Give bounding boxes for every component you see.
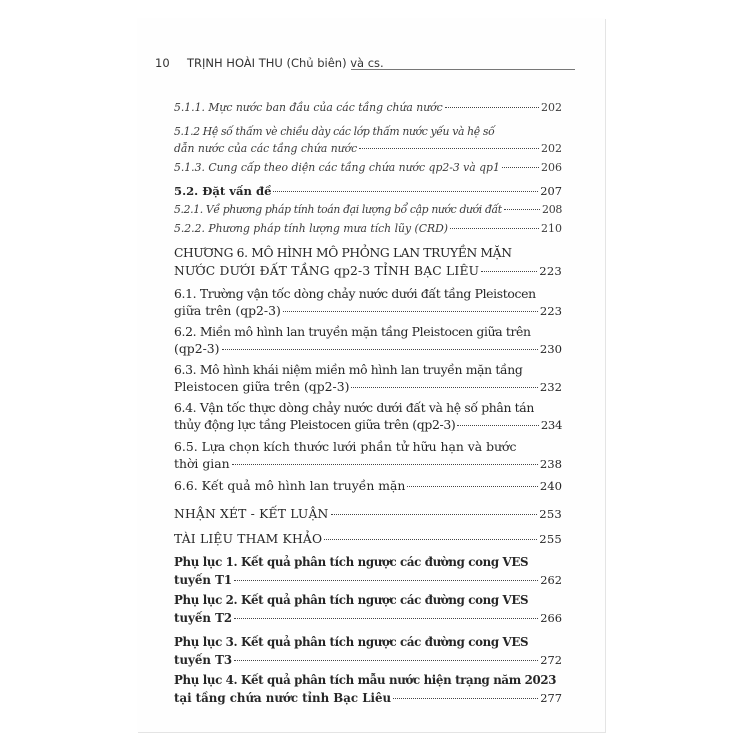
page-number: 10 (155, 56, 170, 70)
toc-appendix-1-line1: Phụ lục 1. Kết quả phân tích ngược các đường cong VES (174, 555, 529, 569)
dot-leader (234, 618, 538, 619)
toc-appendix-4: tại tầng chứa nước tỉnh Bạc Liêu 277 (174, 691, 562, 705)
toc-appendix-2: tuyến T2 266 (174, 611, 562, 625)
toc-page-number: 266 (540, 611, 562, 625)
toc-entry-5-1-2-line1: 5.1.2 Hệ số thấm vè chiều dày các lớp thấm nước yếu và hệ số (174, 125, 495, 138)
dot-leader (450, 228, 539, 229)
toc-entry-5-1-1: 5.1.1. Mực nước ban đầu của các tầng chứa nước 202 (174, 101, 562, 114)
toc-conclusion: NHẬN XÉT - KẾT LUẬN 253 (174, 507, 562, 521)
toc-entry-6-2-line1: 6.2. Miền mô hình lan truyền mặn tầng Pleistocen giữa trên (174, 324, 531, 339)
toc-chapter-6: NƯỚC DƯỚI ĐẤT TẦNG qp2-3 TỈNH BẠC LIÊU 223 (174, 264, 562, 278)
toc-entry-5-1-2: dẫn nước của các tầng chứa nước 202 (174, 142, 562, 155)
toc-page-number: 272 (540, 653, 562, 667)
toc-page-number: 210 (541, 222, 562, 235)
toc-chapter-6-line1: CHƯƠNG 6. MÔ HÌNH MÔ PHỎNG LAN TRUYỀN MẶN (174, 246, 512, 260)
dot-leader (324, 539, 537, 540)
dot-leader (481, 271, 537, 272)
toc-references: TÀI LIỆU THAM KHẢO 255 (174, 532, 562, 546)
dot-leader (504, 209, 540, 210)
dot-leader (445, 107, 539, 108)
book-page (137, 18, 605, 732)
toc-appendix-3: tuyến T3 272 (174, 653, 562, 667)
toc-page-number: 255 (539, 532, 562, 546)
dot-leader (359, 148, 539, 149)
toc-appendix-4-line1: Phụ lục 4. Kết quả phân tích mẫu nước hiện trạng năm 2023 (174, 673, 557, 687)
toc-page-number: 277 (540, 691, 562, 705)
toc-entry-5-2-1: 5.2.1. Về phương pháp tính toán đại lượng bổ cập nước dưới đất 208 (174, 203, 562, 216)
toc-page-number: 253 (539, 507, 562, 521)
toc-entry-6-3: Pleistocen giữa trên (qp2-3) 232 (174, 379, 562, 394)
toc-appendix-3-line1: Phụ lục 3. Kết quả phân tích ngược các đường cong VES (174, 635, 529, 649)
toc-page-number: 234 (540, 418, 562, 432)
toc-entry-6-2: (qp2-3) 230 (174, 341, 562, 356)
toc-entry-6-3-line1: 6.3. Mô hình khái niệm miền mô hình lan truyền mặn tầng (174, 362, 523, 377)
toc-entry-6-1-line1: 6.1. Trường vận tốc dòng chảy nước dưới đất tầng Pleistocen (174, 286, 536, 301)
toc-page-number: 240 (539, 479, 562, 493)
toc-entry-6-6: 6.6. Kết quả mô hình lan truyền mặn 240 (174, 478, 562, 493)
dot-leader (457, 425, 539, 426)
toc-page-number: 202 (541, 101, 562, 114)
dot-leader (222, 349, 538, 350)
dot-leader (502, 167, 539, 168)
toc-page-number: 208 (542, 203, 562, 216)
toc-appendix-2-line1: Phụ lục 2. Kết quả phân tích ngược các đường cong VES (174, 593, 529, 607)
dot-leader (331, 514, 538, 515)
toc-page-number: 223 (539, 264, 562, 278)
toc-page-number: 230 (539, 342, 562, 356)
dot-leader (273, 191, 538, 192)
dot-leader (234, 580, 538, 581)
page-header (155, 54, 575, 74)
dot-leader (283, 311, 538, 312)
toc-page-number: 223 (539, 304, 562, 318)
dot-leader (234, 660, 538, 661)
toc-page-number: 202 (541, 142, 562, 155)
header-rule (351, 69, 575, 70)
running-title: TRỊNH HOÀI THU (Chủ biên) và cs. (187, 56, 384, 70)
dot-leader (393, 698, 538, 699)
dot-leader (351, 387, 537, 388)
toc-entry-5-2-2: 5.2.2. Phương pháp tính lượng mưa tích lũy (CRD) 210 (174, 222, 562, 235)
toc-entry-6-4: thủy động lực tầng Pleistocen giữa trên (qp2-3) 234 (174, 417, 562, 432)
dot-leader (232, 464, 538, 465)
toc-entry-6-4-line1: 6.4. Vận tốc thực dòng chảy nước dưới đất và hệ số phân tán (174, 400, 534, 415)
toc-entry-5-2: 5.2. Đặt vấn đề 207 (174, 184, 562, 198)
toc-appendix-1: tuyến T1 262 (174, 573, 562, 587)
toc-page-number: 207 (540, 184, 562, 198)
toc-page-number: 262 (540, 573, 562, 587)
toc-entry-6-5: thời gian 238 (174, 456, 562, 471)
toc-entry-6-1: giữa trên (qp2-3) 223 (174, 303, 562, 318)
dot-leader (407, 486, 537, 487)
toc-page-number: 206 (541, 161, 562, 174)
toc-entry-6-5-line1: 6.5. Lựa chọn kích thước lưới phần tử hữu hạn và bước (174, 439, 517, 454)
toc-page-number: 238 (539, 457, 562, 471)
toc-entry-5-1-3: 5.1.3. Cung cấp theo diện các tầng chứa nước qp2-3 và qp1 206 (174, 161, 562, 174)
toc-page-number: 232 (539, 380, 562, 394)
